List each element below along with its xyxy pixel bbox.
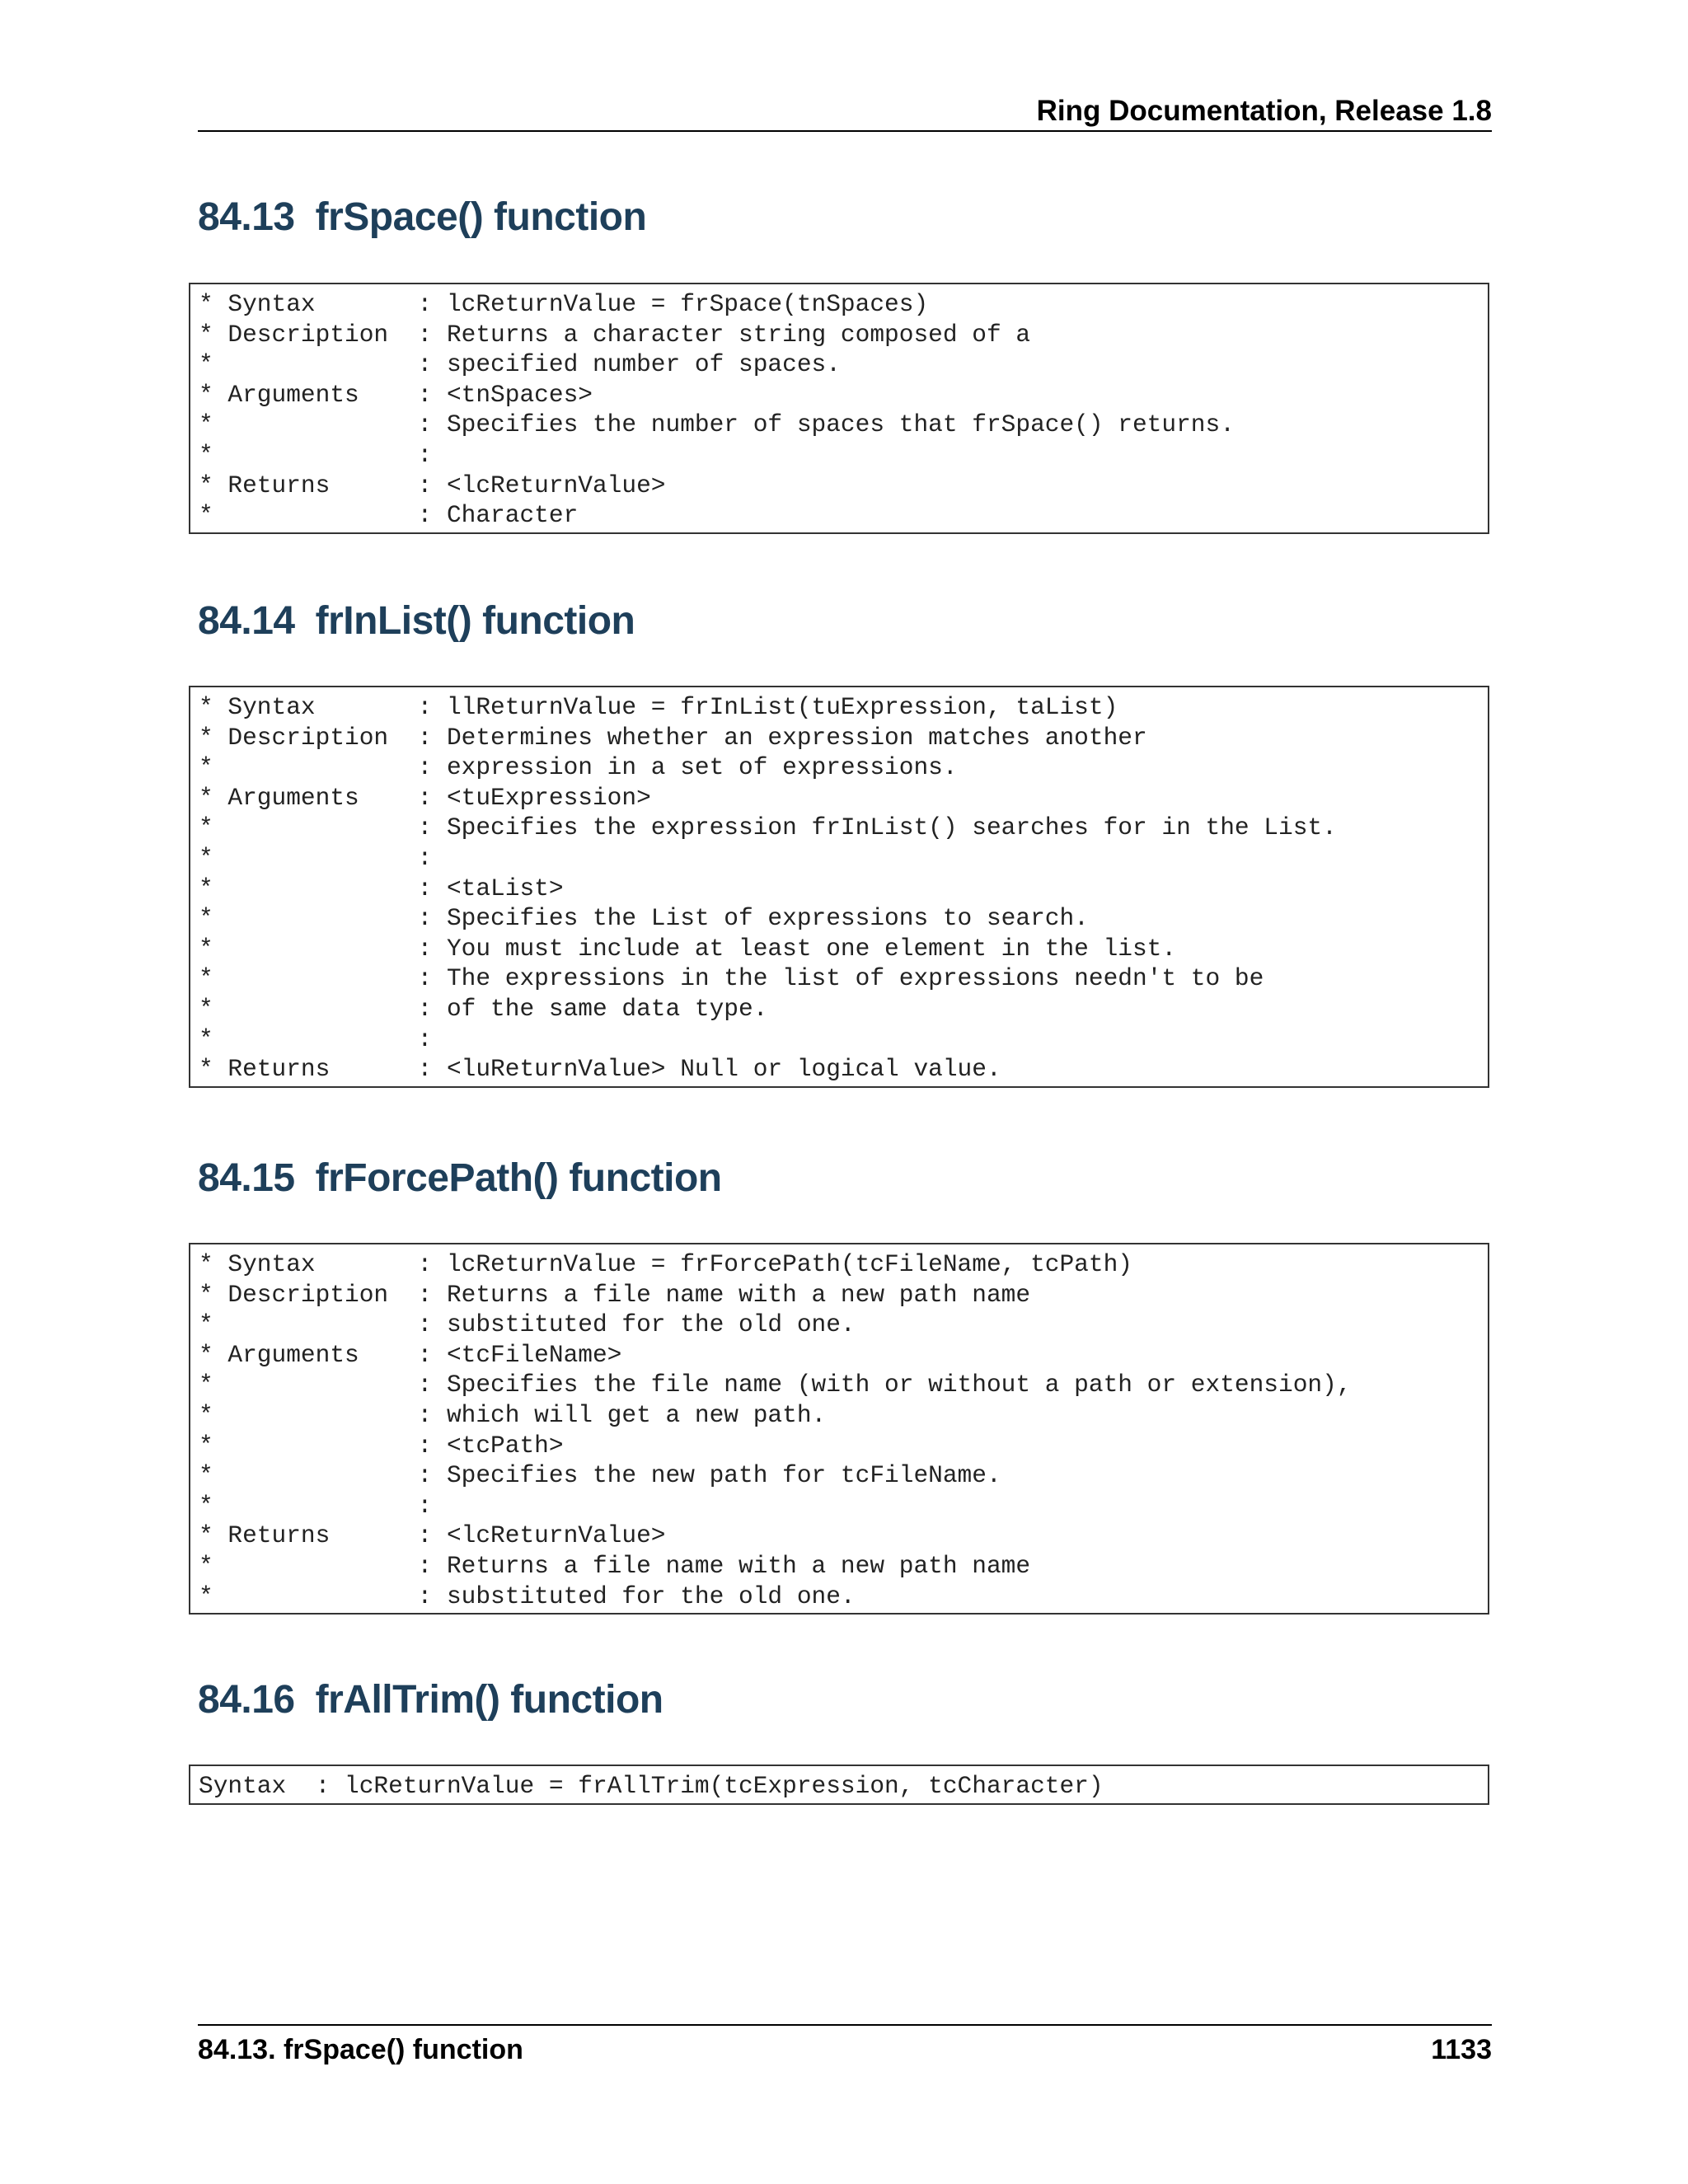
code-line: * Syntax : lcReturnValue = frForcePath(tcFileName, tcPath) — [199, 1250, 1132, 1278]
code-block-frforcepath — [189, 1243, 1489, 1615]
code-block-frspace — [189, 283, 1489, 534]
code-line: * : substituted for the old one. — [199, 1310, 856, 1339]
code-line: * : Specifies the expression frInList() searches for in the List. — [199, 813, 1337, 842]
code-block-frinlist — [189, 686, 1489, 1088]
section-title-text: frSpace() function — [315, 195, 647, 239]
code-line: * : You must include at least one element in the list. — [199, 934, 1177, 963]
running-footer — [198, 2024, 1492, 2070]
section-title-text: frInList() function — [315, 599, 635, 643]
code-line: Syntax : lcReturnValue = frAllTrim(tcExpression, tcCharacter) — [199, 1772, 1104, 1800]
section-frforcepath — [198, 1154, 1492, 1203]
code-line: * : Specifies the number of spaces that frSpace() returns. — [199, 410, 1235, 439]
code-line: * Returns : <luReturnValue> Null or logical value. — [199, 1055, 1001, 1084]
code-line: * Description : Returns a file name with a new path name — [199, 1280, 1031, 1309]
code-line: * Arguments : <tcFileName> — [199, 1340, 622, 1369]
code-line: * : The expressions in the list of expressions needn't to be — [199, 964, 1264, 993]
section-number: 84.15 — [198, 1156, 295, 1200]
code-line: * Returns : <lcReturnValue> — [199, 471, 666, 499]
code-line: * Syntax : llReturnValue = frInList(tuExpression, taList) — [199, 693, 1118, 721]
code-line: * Description : Returns a character string composed of a — [199, 320, 1031, 349]
section-heading — [198, 597, 1492, 646]
page-number: 1133 — [1431, 2034, 1492, 2065]
section-number: 84.16 — [198, 1678, 295, 1722]
section-number: 84.13 — [198, 195, 295, 239]
document-page — [198, 0, 1492, 2184]
running-header: Ring Documentation, Release 1.8 — [198, 92, 1492, 132]
code-line: * : of the same data type. — [199, 994, 768, 1023]
code-line: * Syntax : lcReturnValue = frSpace(tnSpaces) — [199, 290, 929, 318]
code-line: * : expression in a set of expressions. — [199, 753, 958, 782]
code-line: * : Returns a file name with a new path name — [199, 1551, 1031, 1580]
code-line: * : <tcPath> — [199, 1431, 564, 1460]
code-line: * : — [199, 440, 433, 469]
code-line: * : specified number of spaces. — [199, 350, 841, 379]
code-line: * : — [199, 1024, 433, 1053]
code-block-fralltrim — [189, 1765, 1489, 1805]
section-frspace — [198, 193, 1492, 242]
code-line: * : — [199, 1491, 433, 1520]
section-heading — [198, 193, 1492, 242]
code-line: * : Specifies the file name (with or without a path or extension), — [199, 1371, 1352, 1399]
footer-section-ref: 84.13. frSpace() function — [198, 2034, 523, 2065]
code-line: * Returns : <lcReturnValue> — [199, 1521, 666, 1550]
section-number: 84.14 — [198, 599, 295, 643]
code-line: * : substituted for the old one. — [199, 1582, 856, 1610]
code-line: * : Character — [199, 501, 579, 530]
code-line: * : <taList> — [199, 874, 564, 902]
code-line: * : Specifies the List of expressions to search. — [199, 904, 1089, 933]
code-line: * : — [199, 843, 433, 872]
code-line: * : which will get a new path. — [199, 1400, 827, 1429]
section-fralltrim — [198, 1675, 1492, 1725]
code-line: * Arguments : <tnSpaces> — [199, 380, 593, 409]
section-title-text: frAllTrim() function — [315, 1678, 663, 1722]
code-line: * Arguments : <tuExpression> — [199, 783, 651, 812]
section-frinlist — [198, 597, 1492, 646]
code-line: * : Specifies the new path for tcFileName. — [199, 1461, 1001, 1490]
section-heading — [198, 1154, 1492, 1203]
section-heading — [198, 1675, 1492, 1725]
code-line: * Description : Determines whether an expression matches another — [199, 723, 1147, 752]
section-title-text: frForcePath() function — [315, 1156, 722, 1200]
